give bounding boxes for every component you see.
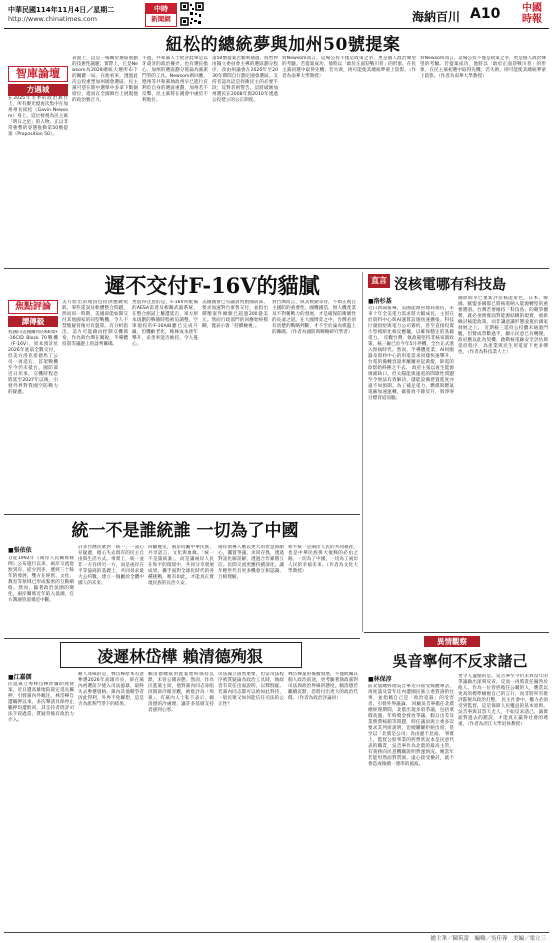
- paragraph: 前北農總經理吳音寧近日接受媒體專訪，再度談及當年任內遭國民黨立委質詢的往事，並指稱自己是「政治追殺」的受害者，引發外界議論。: [368, 684, 454, 707]
- site-url[interactable]: http://www.chinatimes.com: [8, 15, 97, 23]
- kicker-main: 直言: [368, 274, 390, 288]
- editor-credits: 總主筆／陳筑蕾 編輯／吳佳蓉 美編／梁立三: [430, 936, 546, 942]
- article6-col2: [78, 672, 144, 928]
- article6-col5: [288, 672, 358, 928]
- article6-col4: [218, 672, 284, 928]
- paragraph: 許多台灣民眾對「統一」一詞心存疑慮，擔心失去現有的民主自由與生活方式。事實上，統一並非一方吞併另一方，而是兩岸在平等協商的基礎上，共同尋求最大公約數，建立一個屬於全體中國人的未來。: [78, 545, 144, 586]
- article3-byline: ■洛杉基: [368, 298, 392, 305]
- byline: 林保淳: [373, 676, 392, 683]
- masthead-rule: [4, 28, 549, 29]
- article3-headline: 沒核電哪有科技島: [394, 277, 506, 293]
- paragraph: 對Newsom而言，這場公投不僅是政策之爭，更是個人政治聲望的考驗。若提案成功，他將以「敢於正面迎戰川普」的形象，在民主黨初選中取得先機；若失敗，則可能使其總統夢蒙上陰影。（作者為南華大學教授）: [420, 56, 546, 79]
- paragraph: 在2025年冬季的政治舞台上，所有聚光燈再次集中在加州州長紐松（Gavin Newsom）身上。這位被視為民主黨「明日之星」的人物，正以非常強勢的姿態推動第50號提案（Proposition 50）。: [8, 96, 68, 137]
- article2-col5: [272, 300, 356, 510]
- qr-code-icon[interactable]: [180, 2, 204, 26]
- article3-kicker: [368, 274, 390, 288]
- paragraph: 自從1992年《兩岸人民關係條例》公布施行以來，兩岸交流從無到有、從少到多，歷經三十餘年的發展，雙方在經貿、文化、教育等領域已形成緊密的互動網絡。然而，隨著政治氛圍的變化，兩岸關係近年陷入低潮，官方溝通管道幾近中斷。: [8, 556, 74, 603]
- paragraph: 近日新聞報導，美國能源管理局預估，未來十年全美電力需求將大幅成長，主因在於資料中心與AI運算設施快速擴張。科技巨頭紛紛與電力公司簽約，甚至直接投資小型模組化核反應爐，以確保穩定的基載電力。: [368, 306, 454, 341]
- paragraph: 民進黨立委林岱樺涉嫌助理費案，近日遭高雄地院裁定延長羈押，引發黨內外關注。林岱樺自遭羈押以來，多次聲請具保停止羈押均遭駁回，其支持者批評司法手段過當，質疑背後有政治力介入。: [8, 682, 74, 723]
- logo-line1: 中時: [146, 4, 176, 14]
- article2-col3: [132, 300, 198, 510]
- article4-col3: [148, 545, 214, 634]
- paragraph: 對Newsom而言，這場公投不僅是政策之爭，更是個人政治聲望的考驗。若提案成功，他將以「敢於正面迎戰川普」的形象，在民主黨初選中取得先機；若失敗，則可能使其總統夢蒙上陰影。（作者為南華大學教授）: [282, 56, 416, 79]
- article1-col5: [282, 56, 416, 264]
- article2-col2: [62, 300, 128, 510]
- article4-col4: [218, 545, 284, 634]
- paragraph: 賴清德總統對此案始終保持沉默，未曾公開表態。然而，作為民進黨主席，他對黨內同志身陷囹圄卻冷眼旁觀，被批評為「殉狠」。有黨內人士私下表示，賴清德的冷處理，讓許多基層支持者感到心寒。: [148, 672, 214, 713]
- paragraph: 兩岸領導人應以更大的智慧與耐心，擱置爭議、求同存異，透過對話化解誤解，透過合作累積互信。民間交流更應持續深化，讓年輕世代有更多機會互相認識、互相理解。: [218, 545, 284, 580]
- paragraph: 美方給出的理由包括供應鏈短缺、零件延誤及軟體整合問題，然而同一時期，美國卻能如期交付其他國家的同型戰機，令人不禁懷疑背後另有盤算。有分析指出，美方可能藉由控制交機節奏，作為與台灣在關稅、半導體投資等議題上的談判籌碼。: [62, 300, 128, 347]
- article6-byline: ■江嘉儒: [8, 674, 32, 681]
- divider: [4, 514, 360, 515]
- article4-col5: [288, 545, 358, 634]
- article2-col1: [8, 330, 58, 510]
- paragraph: 耐人尋味的是，林岱樺原本有意參選2026年高雄市長，卻在黨內初選前夕捲入司法風暴，最終失去參選資格。黨內其他競爭者因此得利，外界不免聯想，這是否為派系鬥爭下的結果。: [78, 672, 144, 707]
- paragraph: 表面上，這是一場關於選區重劃的技術性議題；實際上，它是Newsom為2028總統大選所布下的關鍵一局。在他看來，透過此次公投重塑加州國會選區，民主黨可望在期中選舉中多拿下數個席位，進而在全國舞台上展現他的政治號召力。: [72, 56, 138, 103]
- paragraph: 林岱樺案的後續發展，不僅攸關其個人政治前途，更考驗著執政黨對司法與政治界線的態度。賴清德若繼續沉默，恐將付出更大的政治代價。（作者為政治評論員）: [288, 672, 358, 701]
- article5-col2: [458, 674, 548, 928]
- article6-headline: 凌遲林岱樺 賴清德殉狠: [97, 647, 263, 666]
- article5-headline: 吳音寧何不反求諸己: [392, 652, 528, 670]
- brand-line1: 中國: [522, 3, 542, 14]
- article3-col1: [368, 306, 454, 626]
- article4-headline: 統一不是誰統誰 一切為了中國: [71, 521, 299, 541]
- paragraph: 更令人遺憾的是，吳音寧至今仍未對當年的爭議做出深刻反省，反而一再將責任歸咎於他人。作為一位曾經擔任公職的人，應當以更高的標準檢視自己的言行，而非將所有批評都視為政治打壓。: [458, 674, 548, 703]
- paragraph: 政府主張以再生能源填補缺口，但太陽能與風電的間歇性問題至今無法有效解決，儲能設備建置進度亦遠不如預期。為了補足電力，燃煤與燃氣電廠加速運轉，碳排放不降反升，與淨零目標背道而馳。: [368, 366, 454, 401]
- article1-kicker: [8, 66, 68, 96]
- article3-col2: [458, 296, 548, 626]
- paragraph: 近期核三延役公投雖未通過門檻，但贊成票數過半，顯示民意已有轉變。政府應以此為契機，啟動核電廠安全評估與延役程序，為產業與民生用電留下更多彈性。（作者為科技業人士）: [458, 326, 548, 355]
- paragraph: 不過，共和黨人士批評此舉是以牙還牙的政治操弄，也有選民擔心，加州的選區劃分將淪為黨派鬥爭的工具。Newsom則回應，德州等共和黨執政州早已進行有利於自身的選區重劃，加州若不反擊，民主黨將在國會中處於不利地位。: [142, 56, 208, 103]
- paragraph: 美國國會已有議員致函國防部，要求加速對台軍售交付，並指出積壓案件總額已超過200億美元。然而行政部門的回應始終模糊，僅表示會「持續檢視」。: [202, 300, 268, 329]
- paragraph: 反觀台灣，執政黨堅持非核家園政策，核三廠已於今年5月停機，全台正式進入無核時代。然而，半導體產業、AI伺服器及資料中心的用電需求同樣快速攀升，台電的備轉容量率屢屢亮起黃燈，缺電的陰影始終揮之不去。: [368, 336, 454, 371]
- column-rule: [362, 272, 363, 632]
- paragraph: 我國向美國購買的66架F-16C/D Block 70戰機（F-16V），原本預計於2026年底前全數交付，但美方洛克希德馬丁公司一再延宕，首架戰機至今仍未抵台。國防部近日坦承，交機時程恐將延至2027年以後，引發外界對我國空防戰力的疑慮。: [8, 330, 58, 395]
- divider: [4, 268, 549, 269]
- divider: [364, 632, 549, 633]
- paragraph: 回顧吳音寧擔任北農總經理期間，北農出現多項爭議，包括菜價高漲、年終獎金發放爭議、假日出差及業務費核銷等問題，時任議員與立委多次要求其列席說明，但她屢屢拒絕出席，甚至以「北農是公司」為由避不見面。: [368, 702, 454, 737]
- article2-kicker: [8, 300, 58, 327]
- article4-byline: ■張依依: [8, 547, 32, 554]
- china-times-brand: [515, 3, 549, 25]
- article5-col1: [368, 684, 454, 928]
- paragraph: 回顧歷史，兩岸同屬中華民族，共享語言、文化與血緣。「統一不是誰統誰」，而是讓兩岸人民在和平的環境中，共同分享發展成果，攜手面對全球化時代的各種挑戰。唯有如此，才能真正實現民族的長治久安。: [148, 545, 214, 586]
- article2-headline: 遲不交付F-16V的貓膩: [104, 273, 320, 298]
- article1-col4: [212, 56, 278, 264]
- article2-col4: [202, 300, 268, 510]
- paragraph: 對台灣而言，與其被動等待，不如正視自主國防的重要性。國機國造、無人機產業及不對稱戰力的發展，才是確保防衛韌性的長遠之道。在大國博弈之中，台灣必須有清楚的戰略判斷，才不至於淪為棋盤上的籌碼。（作者為國防與戰略研究學者）: [272, 300, 356, 335]
- article1-col6: [420, 56, 546, 264]
- chinatimes-news-logo: [145, 3, 177, 27]
- paragraph: 司法獨立固然重要，但當司法程序被質疑淪為政治工具時，執政者有責任出面說明，以釋群疑。若黨內同志都可以被如此對待，一般民眾又如何能信任司法的公正性？: [218, 672, 284, 707]
- paragraph: 事實上，監督公股事業的經營狀況本是民意代表的職責，吳音寧作為北農的最高主管，有義務向民意機關說明營運情況。她當年若能坦然面對質詢、虛心接受檢討，就不會造成後續一連串的風波。: [368, 732, 454, 767]
- brand-line2: 時報: [522, 14, 542, 25]
- article5-kicker: 異情觀察: [424, 636, 480, 647]
- article1-body: [8, 96, 68, 264]
- article1-col2: [72, 56, 138, 264]
- article4-col1: [8, 556, 74, 634]
- article6-col1: [8, 682, 74, 928]
- paragraph: 民主社會中，權力必須受到監督，這是保障人民權益的基本原則。吳音寧與其怨天尤人，不如反求諸己，誠實面對過去的錯誤，才能真正贏得社會的尊重。（作者為淡江大學退休教授）: [458, 698, 548, 727]
- kicker-main: 智庫論壇: [8, 66, 68, 82]
- byline: 洛杉基: [373, 298, 392, 305]
- article1-headline: 紐松的總統夢與加州50號提案: [165, 35, 401, 55]
- kicker-main: 焦點評論: [8, 300, 58, 314]
- byline: 江嘉儒: [13, 674, 32, 681]
- article4-col2: [78, 545, 144, 634]
- paragraph: 第50號提案若順利通過，將暫停由獨立委員會主導的選區劃分程序，改由州議會在2026年至2030年期間自行劃定國會選區。支持者認為這是捍衛民主的必要手段；反對者則警告，這將破壞加州選民在2008年與2010年透過公投建立的公正制度。: [212, 56, 278, 103]
- divider: [4, 638, 360, 639]
- section-name: 海納百川: [412, 10, 461, 24]
- byline: 張依依: [13, 547, 32, 554]
- paragraph: 國際間早已重新評估核能角色，日本、韓國、歐盟多國都已將核電納入能源轉型的重要選項。台灣若要維持「科技島」的競爭優勢，就必須務實面對能源結構的現實，重新檢討核能政策，而非讓意識形態凌駕於國家發展之上。: [458, 296, 548, 331]
- footer-rule: [4, 932, 549, 933]
- kicker-byline: 譚傳毅: [8, 316, 58, 327]
- paragraph: 和平統一是兩岸人民的共同福祉，也是中華民族偉大復興的必由之路。一切為了中國，一切為了兩岸人民的幸福未來。（作者為文化大學教授）: [288, 545, 358, 574]
- article1-col3: [142, 56, 208, 264]
- issue-date: 中華民國114年11月4日／星期二: [8, 6, 115, 14]
- logo-line2: 新聞網: [151, 15, 171, 23]
- article6-col3: [148, 672, 214, 928]
- kicker-byline: 方遇城: [8, 84, 68, 96]
- article5-byline: ■林保淳: [368, 676, 392, 683]
- page-number: A10: [470, 6, 501, 22]
- paragraph: 更值得注意的是，F-16V所配備的AESA雷達及相關武器系統，在整合測試上屢遭延宕，軍方原本規劃的戰備時程被迫調整。空軍現役的F-16A/B雖已完成升級，但機齡老化，維修成本逐年攀升，妥善率能否維持，令人憂心。: [132, 300, 198, 347]
- masthead: [0, 0, 553, 28]
